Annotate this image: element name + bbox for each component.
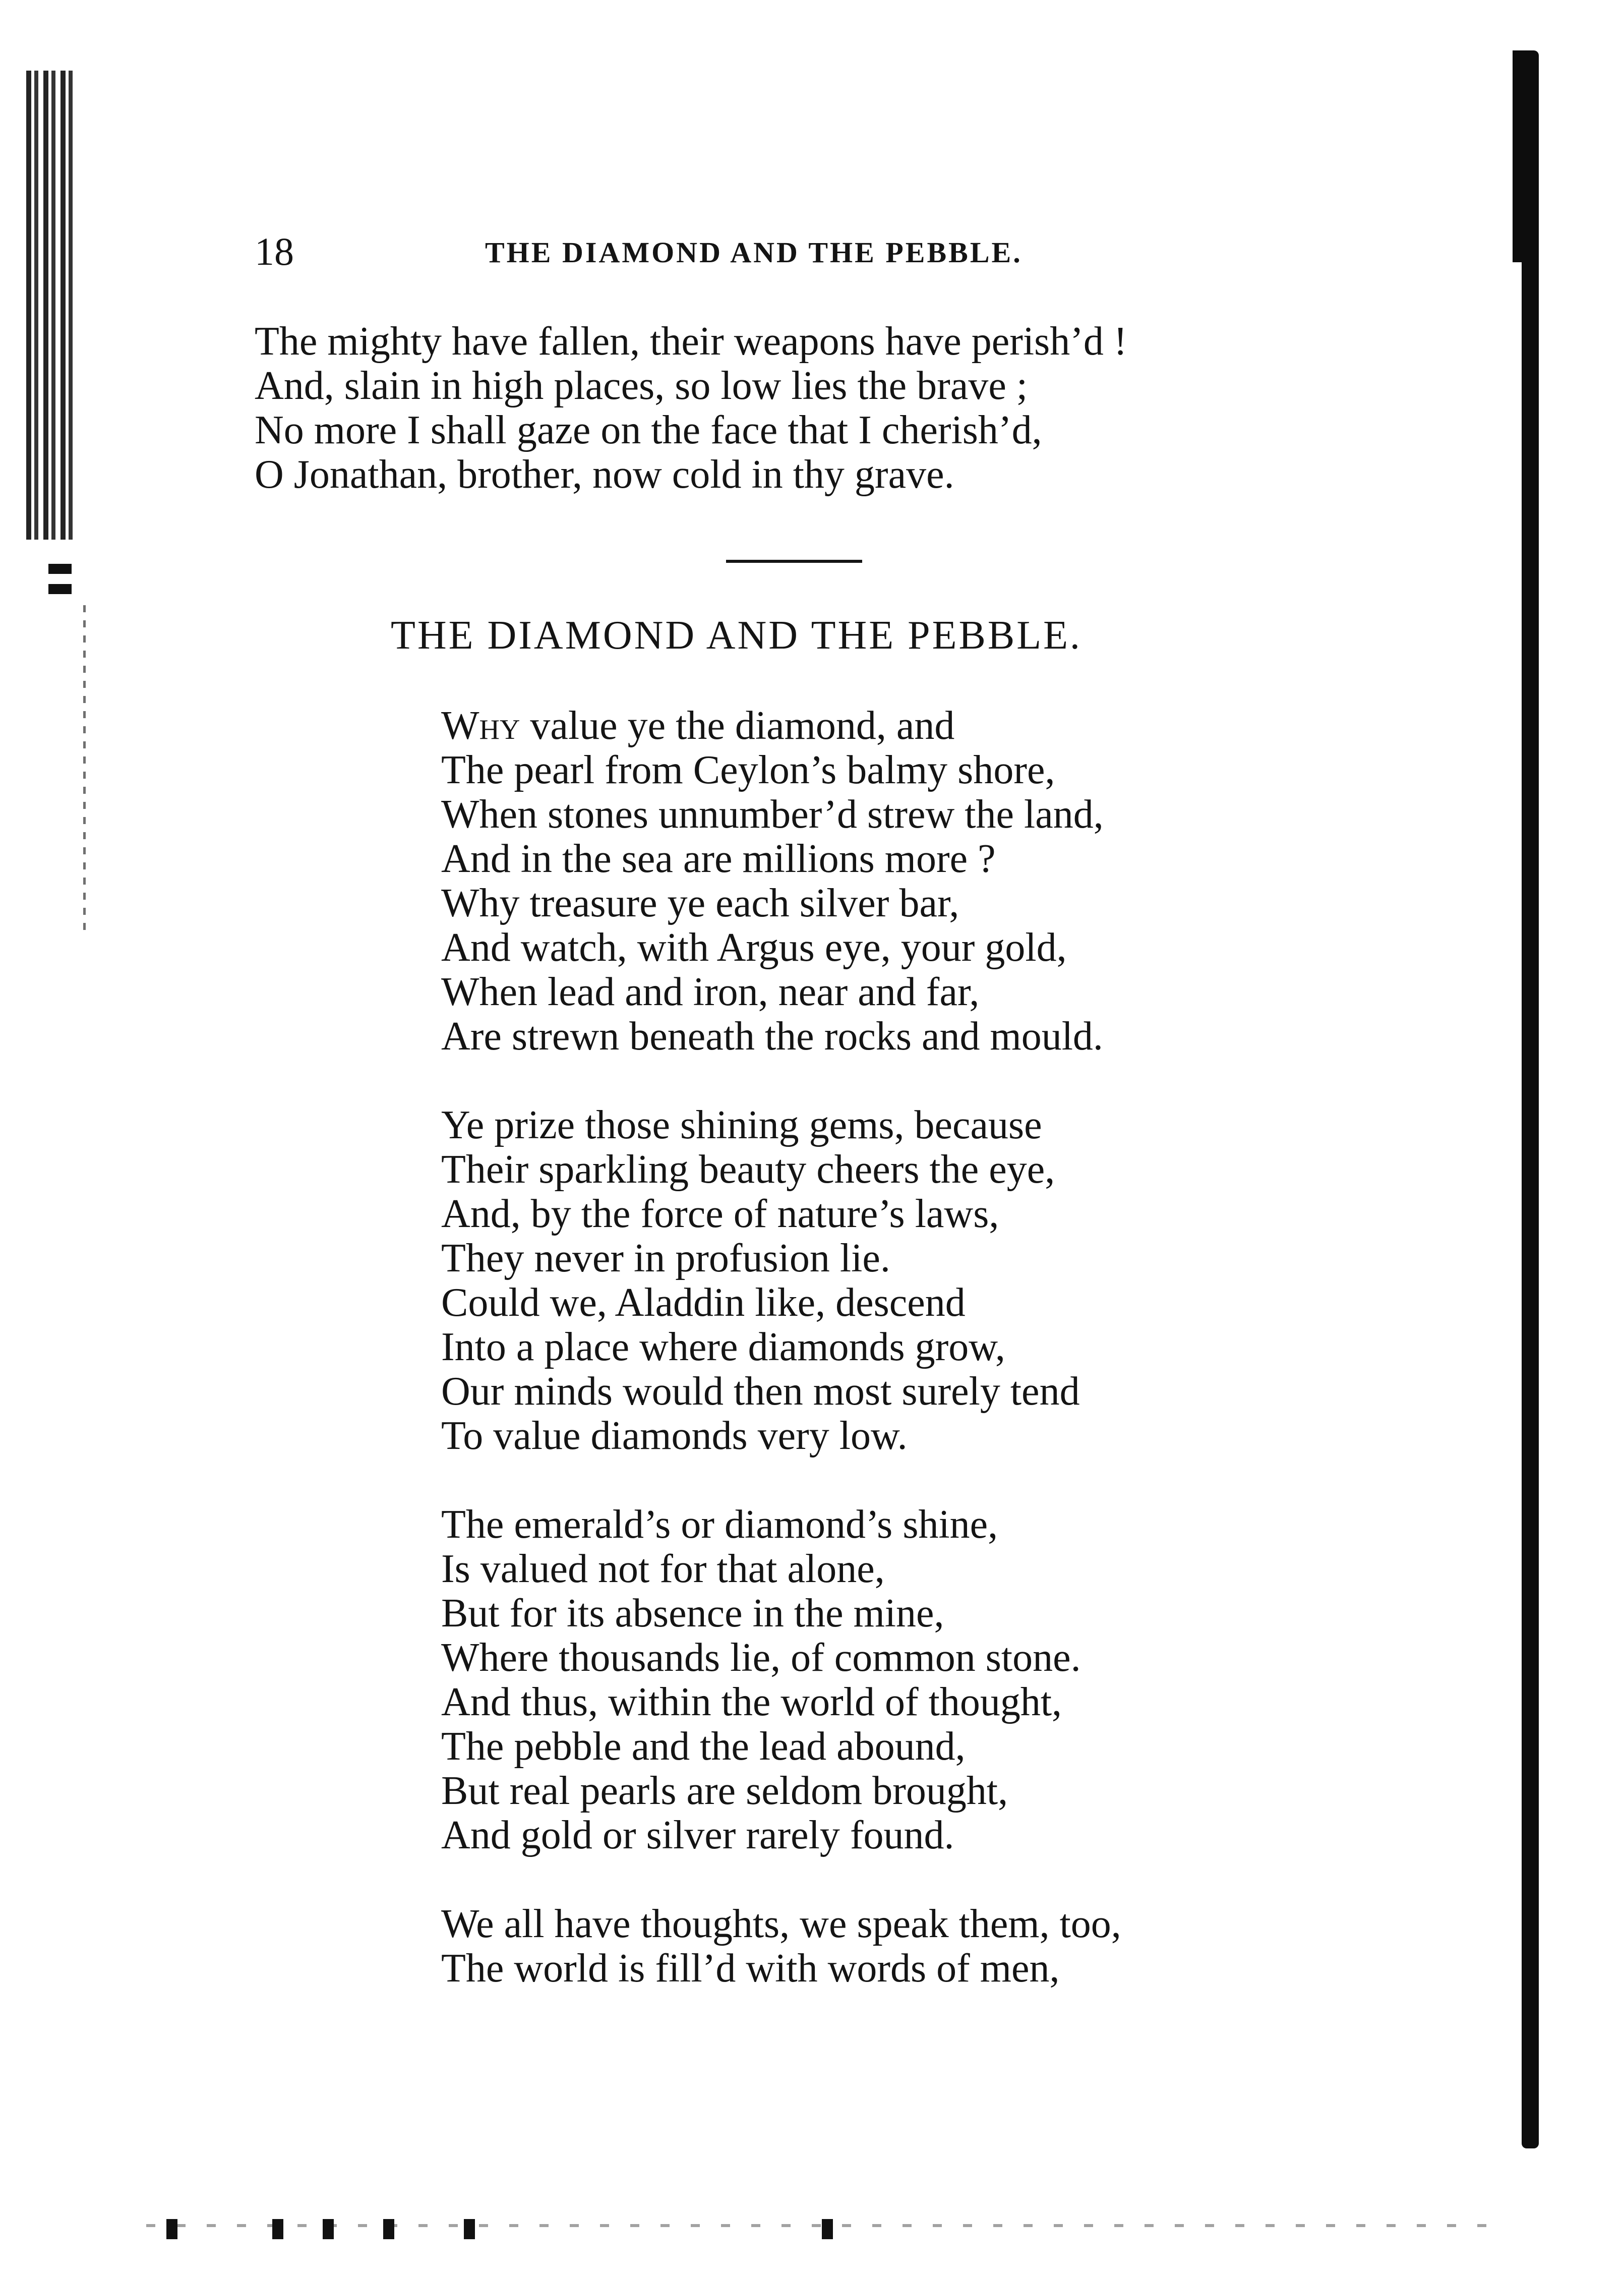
section-divider bbox=[726, 560, 862, 563]
verse-line: And gold or silver rarely found. bbox=[441, 1813, 954, 1857]
scan-mark bbox=[323, 2219, 334, 2239]
running-head: THE DIAMOND AND THE PEBBLE. bbox=[485, 236, 1022, 269]
verse-line: And in the sea are millions more ? bbox=[441, 837, 996, 881]
verse-line: To value diamonds very low. bbox=[441, 1414, 908, 1458]
verse-line: And, by the force of nature’s laws, bbox=[441, 1192, 999, 1236]
scan-edge-right bbox=[1522, 50, 1539, 2148]
drop-word: Why bbox=[441, 704, 520, 748]
verse-line: They never in profusion lie. bbox=[441, 1236, 890, 1280]
verse-line: No more I shall gaze on the face that I cherish’d, bbox=[255, 408, 1042, 452]
verse-line: Are strewn beneath the rocks and mould. bbox=[441, 1014, 1103, 1059]
scan-mark bbox=[166, 2219, 177, 2239]
verse-line bbox=[441, 704, 1121, 748]
verse-line: We all have thoughts, we speak them, too, bbox=[441, 1902, 1121, 1946]
verse-line: Our minds would then most surely tend bbox=[441, 1369, 1080, 1414]
scan-mark bbox=[272, 2219, 283, 2239]
verse-line: Ye prize those shining gems, because bbox=[441, 1103, 1042, 1147]
verse-line: Where thousands lie, of common stone. bbox=[441, 1636, 1081, 1680]
verse-line: When stones unnumber’d strew the land, bbox=[441, 792, 1104, 837]
poem-body bbox=[441, 704, 1121, 1991]
verse-line: But for its absence in the mine, bbox=[441, 1591, 944, 1636]
verse-line: The pearl from Ceylon’s balmy shore, bbox=[441, 748, 1055, 792]
verse-line: Into a place where diamonds grow, bbox=[441, 1325, 1005, 1369]
stanza-gap bbox=[441, 1857, 1121, 1902]
verse-line: When lead and iron, near and far, bbox=[441, 970, 980, 1014]
verse-line: O Jonathan, brother, now cold in thy grave. bbox=[255, 452, 954, 497]
scan-edge-left-thin bbox=[83, 605, 86, 933]
verse-line: The world is fill’d with words of men, bbox=[441, 1946, 1060, 1991]
verse-line: Could we, Aladdin like, descend bbox=[441, 1280, 966, 1325]
verse-line: Their sparkling beauty cheers the eye, bbox=[441, 1147, 1055, 1192]
scan-mark bbox=[48, 564, 72, 574]
scan-mark bbox=[464, 2219, 475, 2239]
previous-poem-stanza bbox=[255, 319, 1127, 497]
verse-line: The pebble and the lead abound, bbox=[441, 1724, 966, 1769]
verse-line: The emerald’s or diamond’s shine, bbox=[441, 1502, 998, 1547]
verse-line: And watch, with Argus eye, your gold, bbox=[441, 925, 1067, 970]
scan-mark bbox=[822, 2219, 833, 2239]
poem-title: THE DIAMOND AND THE PEBBLE. bbox=[391, 613, 1082, 658]
verse-line: Why treasure ye each silver bar, bbox=[441, 881, 959, 925]
scan-mark bbox=[383, 2219, 394, 2239]
stanza-gap bbox=[441, 1458, 1121, 1502]
scan-mark bbox=[48, 584, 72, 594]
page-number: 18 bbox=[255, 229, 294, 273]
verse-line: But real pearls are seldom brought, bbox=[441, 1769, 1008, 1813]
verse-line: The mighty have fallen, their weapons have perish’d ! bbox=[255, 319, 1127, 364]
verse-line: And thus, within the world of thought, bbox=[441, 1680, 1062, 1724]
verse-line: Is valued not for that alone, bbox=[441, 1547, 885, 1591]
verse-line-rest: value ye the diamond, and bbox=[520, 704, 955, 748]
verse-line: And, slain in high places, so low lies the brave ; bbox=[255, 364, 1028, 408]
stanza-gap bbox=[441, 1059, 1121, 1103]
scan-edge-left bbox=[26, 71, 73, 540]
